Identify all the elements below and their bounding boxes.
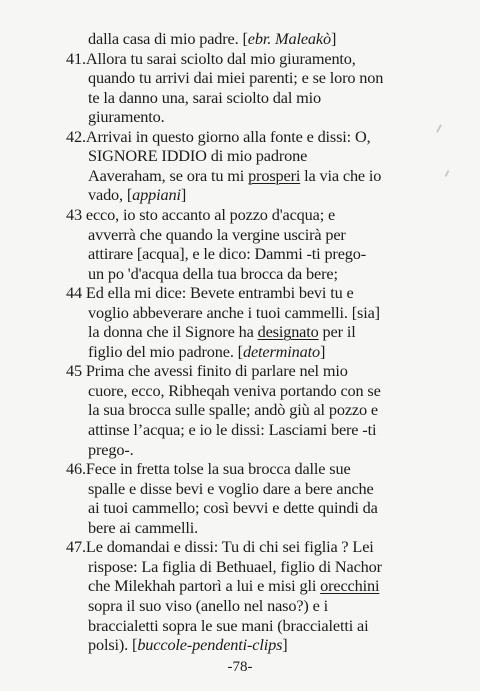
text-run: 41.Allora tu sarai sciolto dal mio giuramento, [66,48,356,68]
text-run: attinse l’acqua; e io le dissi: Lasciami bere -ti [88,420,377,439]
text-run: 44 Ed ella mi dice: Bevete entrambi bevi tu e [66,283,354,303]
text-run: ] [330,29,337,48]
page-number: -78- [227,659,253,675]
text-line [88,498,378,518]
text-line [88,479,374,499]
text-run: cuore, ecco, Ribheqah veniva portando con se [88,380,381,400]
text-line [66,459,351,479]
text-line [66,49,356,69]
text-run: 46.Fece in fretta tolse la sua brocca dalle sue [66,459,351,479]
text-line [88,342,325,362]
text-line [88,596,328,616]
text-line [88,88,321,108]
text-run: la donna che il Signore ha [88,322,258,342]
text-run: avverrà che quando la vergine uscirà per [88,224,346,244]
text-line [88,381,381,401]
text-run: 47.Le domandai e dissi: Tu di chi sei figlia ? Lei [66,537,374,557]
text-run: bere ai cammelli. [88,517,199,537]
text-run: ai tuoi cammello; così bevvi e dette quindi da [88,498,378,518]
text-line [88,322,356,342]
underlined-word: prosperi [248,165,301,185]
text-line [88,518,198,538]
text-run: polsi). [ [88,635,138,655]
text-run: ] [282,635,288,655]
text-run: figlio del mio padrone. [ [88,341,243,361]
text-line [88,185,186,205]
text-run: la sua brocca sulle spalle; andò giù al pozzo e [88,400,378,420]
italic-note: ebr. Maleakò [247,29,331,48]
text-run: braccialetti sopra le sue mani (braccialetti ai [88,615,369,635]
text-run: quando tu arrivi dai miei parenti; e se loro non [88,68,384,88]
italic-note: determinato [242,341,320,361]
text-line [88,166,381,186]
text-line [88,146,307,166]
text-line [88,400,378,420]
text-run: giuramento. [88,107,165,127]
text-line [88,244,366,264]
text-line [88,635,288,655]
text-run: ] [319,341,326,361]
italic-note: appiani [132,185,181,205]
text-run: rispose: La figlia di Bethuael, figlio di Nachor [88,556,382,576]
text-line [88,420,376,440]
text-run: attirare [acqua], e le dico: Dammi -ti prego- [88,244,367,264]
text-line [66,361,348,381]
text-run: che Milekhah partorì a lui e misi gli [88,576,321,596]
italic-note: buccole-pendenti-clips [137,635,283,655]
text-run: 43 ecco, io sto accanto al pozzo d'acqua; e [66,204,336,224]
text-run: 45 Prima che avessi finito di parlare nel mio [66,361,348,381]
text-line [66,283,354,303]
text-run: per il [318,322,356,342]
text-run: SIGNORE IDDIO di mio padrone [88,146,308,166]
text-run: vado, [ [88,185,133,205]
text-line [88,440,134,460]
text-line [88,264,338,284]
text-line [88,225,346,245]
text-line [88,616,368,636]
text-run: ] [180,185,187,205]
text-line [88,557,382,577]
text-run: spalle e disse bevi e voglio dare a bere anche [88,478,374,498]
text-line [88,107,165,127]
text-run: dalla casa di mio padre. [ [88,29,248,48]
text-run: 42.Arrivai in questo giorno alla fonte e dissi: O, [66,126,371,146]
text-line [66,127,371,147]
text-line [88,68,383,88]
text-run: sopra il suo viso (anello nel naso?) e i [88,595,328,615]
text-line [88,576,379,596]
underlined-word: orecchini [320,576,380,596]
text-run: voglio abbeverare anche i tuoi cammelli. [sia] [88,302,380,322]
text-run: prego-. [88,439,134,459]
text-line [88,303,380,323]
text-run: Aaveraham, se ora tu mi [88,165,249,185]
text-line [88,29,336,49]
underlined-word: designato [257,322,319,342]
text-run: la via che io [300,165,382,185]
text-run: un po 'd'acqua della tua brocca da bere; [88,263,338,283]
paper-fleck [444,170,449,177]
text-run: te la danno una, sarai sciolto dal mio [88,87,322,107]
text-line [66,205,335,225]
paper-fleck [436,124,442,133]
text-line [66,537,374,557]
